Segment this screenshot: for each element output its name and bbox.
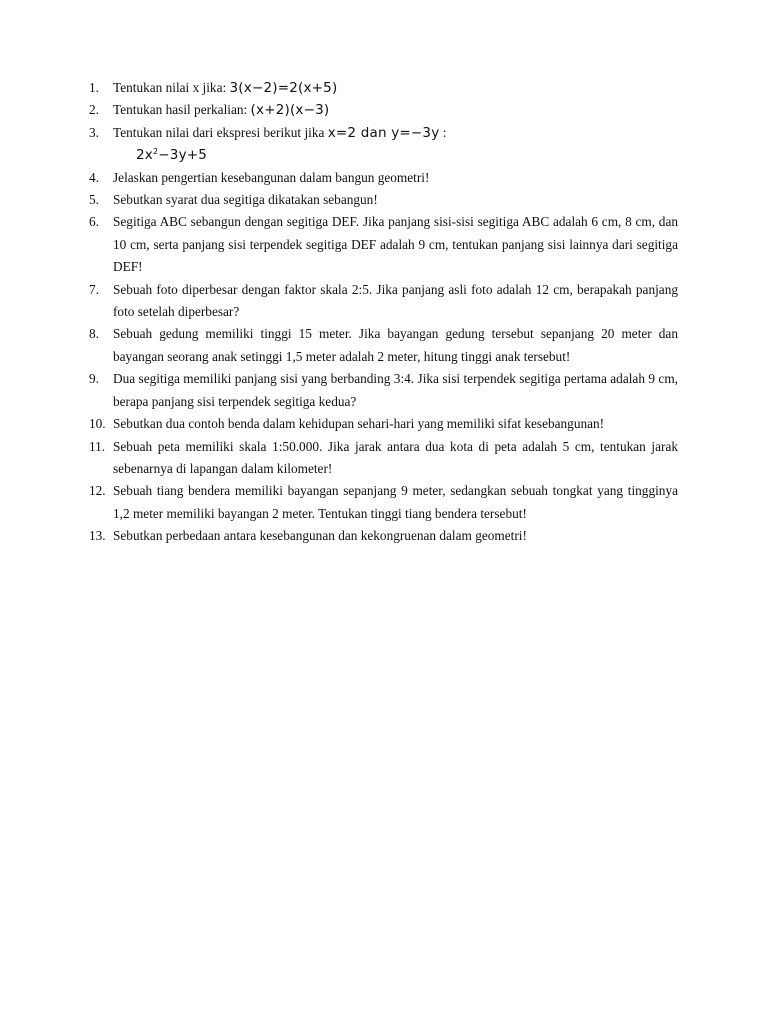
question-number: 3. [89, 124, 99, 140]
question-item-1 [89, 77, 678, 99]
question-item-5 [89, 189, 678, 211]
math-expression: (x+2)(x−3) [250, 102, 330, 119]
question-number: 6. [89, 214, 99, 230]
question-text: Segitiga ABC sebangun dengan segitiga DEF. Jika panjang sisi-sisi segitiga ABC adalah 6 cm, 8 cm, dan 10 cm, serta panjang sisi terpendek segitiga DEF adalah 9 cm, tentukan panjang sisi lainnya dari segitiga DEF! [113, 214, 678, 275]
question-text: Sebutkan dua contoh benda dalam kehidupan sehari-hari yang memiliki sifat kesebangunan! [113, 416, 605, 432]
expr-part: −3y+5 [158, 147, 208, 164]
question-item-8 [89, 323, 678, 368]
question-item-9 [89, 368, 678, 413]
question-number: 12. [89, 483, 106, 499]
question-number: 11. [89, 438, 106, 454]
question-text: Dua segitiga memiliki panjang sisi yang berbanding 3:4. Jika sisi terpendek segitiga pertama adalah 9 cm, berapa panjang sisi terpendek segitiga kedua? [113, 371, 678, 409]
expr-exponent: 2 [152, 147, 159, 157]
question-item-4 [89, 167, 678, 189]
question-item-11 [89, 436, 678, 481]
question-number: 5. [89, 192, 99, 208]
question-text: Sebuah tiang bendera memiliki bayangan sepanjang 9 meter, sedangkan sebuah tongkat yang tingginya 1,2 meter memiliki bayangan 2 meter. Tentukan tinggi tiang bendera tersebut! [113, 483, 678, 521]
question-number: 7. [89, 281, 99, 297]
question-item-6 [89, 211, 678, 278]
question-item-12 [89, 480, 678, 525]
question-item-10 [89, 413, 678, 435]
question-text: Tentukan hasil perkalian: [113, 102, 251, 118]
math-expression [113, 144, 678, 166]
question-text: Tentukan nilai dari ekspresi berikut jika [113, 124, 328, 140]
question-text: Tentukan nilai x jika: [113, 80, 230, 95]
question-number: 13. [89, 528, 106, 544]
question-number: 2. [89, 102, 99, 118]
question-number: 1. [89, 80, 99, 95]
question-suffix: : [439, 124, 447, 140]
question-item-3 [89, 122, 678, 167]
question-list [89, 77, 678, 548]
question-item-13 [89, 525, 678, 547]
question-number: 10. [89, 416, 106, 432]
question-text: Sebutkan perbedaan antara kesebangunan dan kekongruenan dalam geometri! [113, 528, 527, 544]
question-number: 4. [89, 169, 99, 185]
question-item-7 [89, 279, 678, 324]
question-text: Sebuah peta memiliki skala 1:50.000. Jika jarak antara dua kota di peta adalah 5 cm, tentukan jarak sebenarnya di lapangan dalam kilometer! [113, 438, 678, 476]
math-condition: x=2 dan y=−3y [327, 124, 440, 141]
question-number: 9. [89, 371, 99, 387]
question-text: Sebuah gedung memiliki tinggi 15 meter. Jika bayangan gedung tersebut sepanjang 20 meter dan bayangan seorang anak setinggi 1,5 meter adalah 2 meter, hitung tinggi anak tersebut! [113, 326, 678, 364]
question-text: Sebutkan syarat dua segitiga dikatakan sebangun! [113, 192, 378, 208]
question-item-2 [89, 99, 678, 121]
question-text: Sebuah foto diperbesar dengan faktor skala 2:5. Jika panjang asli foto adalah 12 cm, berapakah panjang foto setelah diperbesar? [113, 281, 678, 320]
question-text: Jelaskan pengertian kesebangunan dalam bangun geometri! [113, 169, 430, 185]
question-number: 8. [89, 326, 99, 342]
math-expression: 3(x−2)=2(x+5) [229, 80, 338, 96]
expr-part: 2x [136, 147, 153, 164]
